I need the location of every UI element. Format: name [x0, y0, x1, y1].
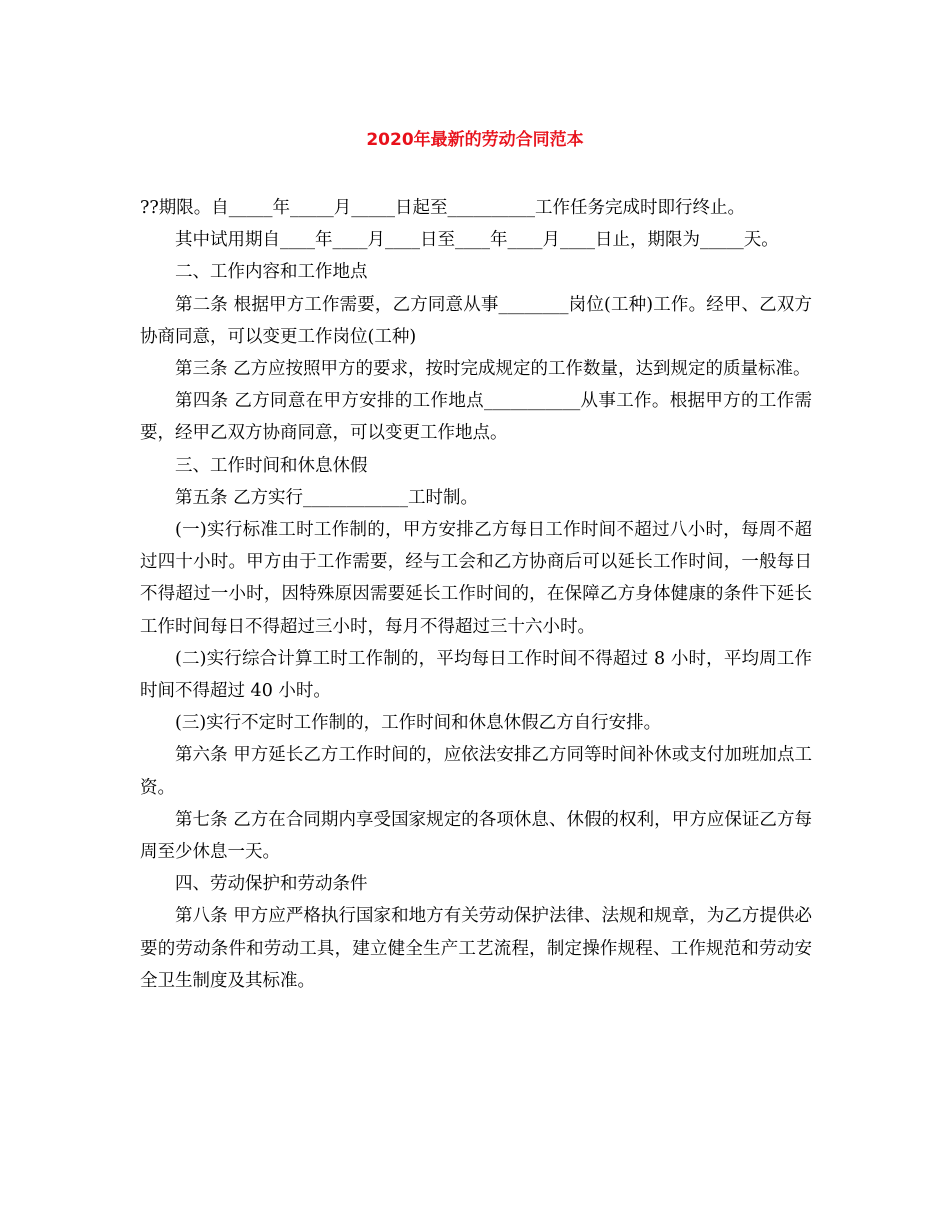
- paragraph-term: ??期限。自_____年_____月_____日起至__________工作任务完成时即行终止。: [140, 198, 746, 218]
- article-4: 第四条 乙方同意在甲方安排的工作地点___________从事工作。根据甲方的工作需要，经甲乙双方协商同意，可以变更工作地点。: [140, 391, 812, 444]
- clause-5-2: (二)实行综合计算工时工作制的，平均每日工作时间不得超过 8 小时，平均周工作时间不得超过 40 小时。: [140, 648, 812, 702]
- article-8: 第八条 甲方应严格执行国家和地方有关劳动保护法律、法规和规章，为乙方提供必要的劳动条件和劳动工具，建立健全生产工艺流程，制定操作规程、工作规范和劳动安全卫生制度及其标准。: [140, 906, 812, 991]
- article-5: 第五条 乙方实行____________工时制。: [175, 487, 479, 508]
- article-6: 第六条 甲方延长乙方工作时间的，应依法安排乙方同等时间补休或支付加班加点工资。: [140, 745, 812, 798]
- article-3: 第三条 乙方应按照甲方的要求，按时完成规定的工作数量，达到规定的质量标准。: [175, 359, 811, 380]
- article-2: 第二条 根据甲方工作需要，乙方同意从事________岗位(工种)工作。经甲、乙双方协商同意，可以变更工作岗位(工种): [140, 294, 812, 347]
- paragraph-probation: 其中试用期自____年____月____日至____年____月____日止，期限为_____天。: [175, 230, 779, 251]
- section-heading-4: 四、劳动保护和劳动条件: [175, 874, 368, 895]
- document-title: 2020年最新的劳动合同范本: [366, 130, 584, 150]
- clause-5-1: (一)实行标准工时工作制的，甲方安排乙方每日工作时间不超过八小时，每周不超过四十小时。甲方由于工作需要，经与工会和乙方协商后可以延长工作时间，一般每日不得超过一小时，因特殊原因需要延长工作时间的，在保障乙方身体健康的条件下延长工作时间每日不得超过三小时，每月不得超过三十六小时。: [140, 520, 812, 637]
- section-heading-2: 二、工作内容和工作地点: [175, 262, 368, 283]
- clause-5-3: (三)实行不定时工作制的，工作时间和休息休假乙方自行安排。: [175, 713, 662, 734]
- document-body: [140, 192, 812, 997]
- article-7: 第七条 乙方在合同期内享受国家规定的各项休息、休假的权利，甲方应保证乙方每周至少休息一天。: [140, 809, 812, 863]
- section-heading-3: 三、工作时间和休息休假: [175, 455, 368, 476]
